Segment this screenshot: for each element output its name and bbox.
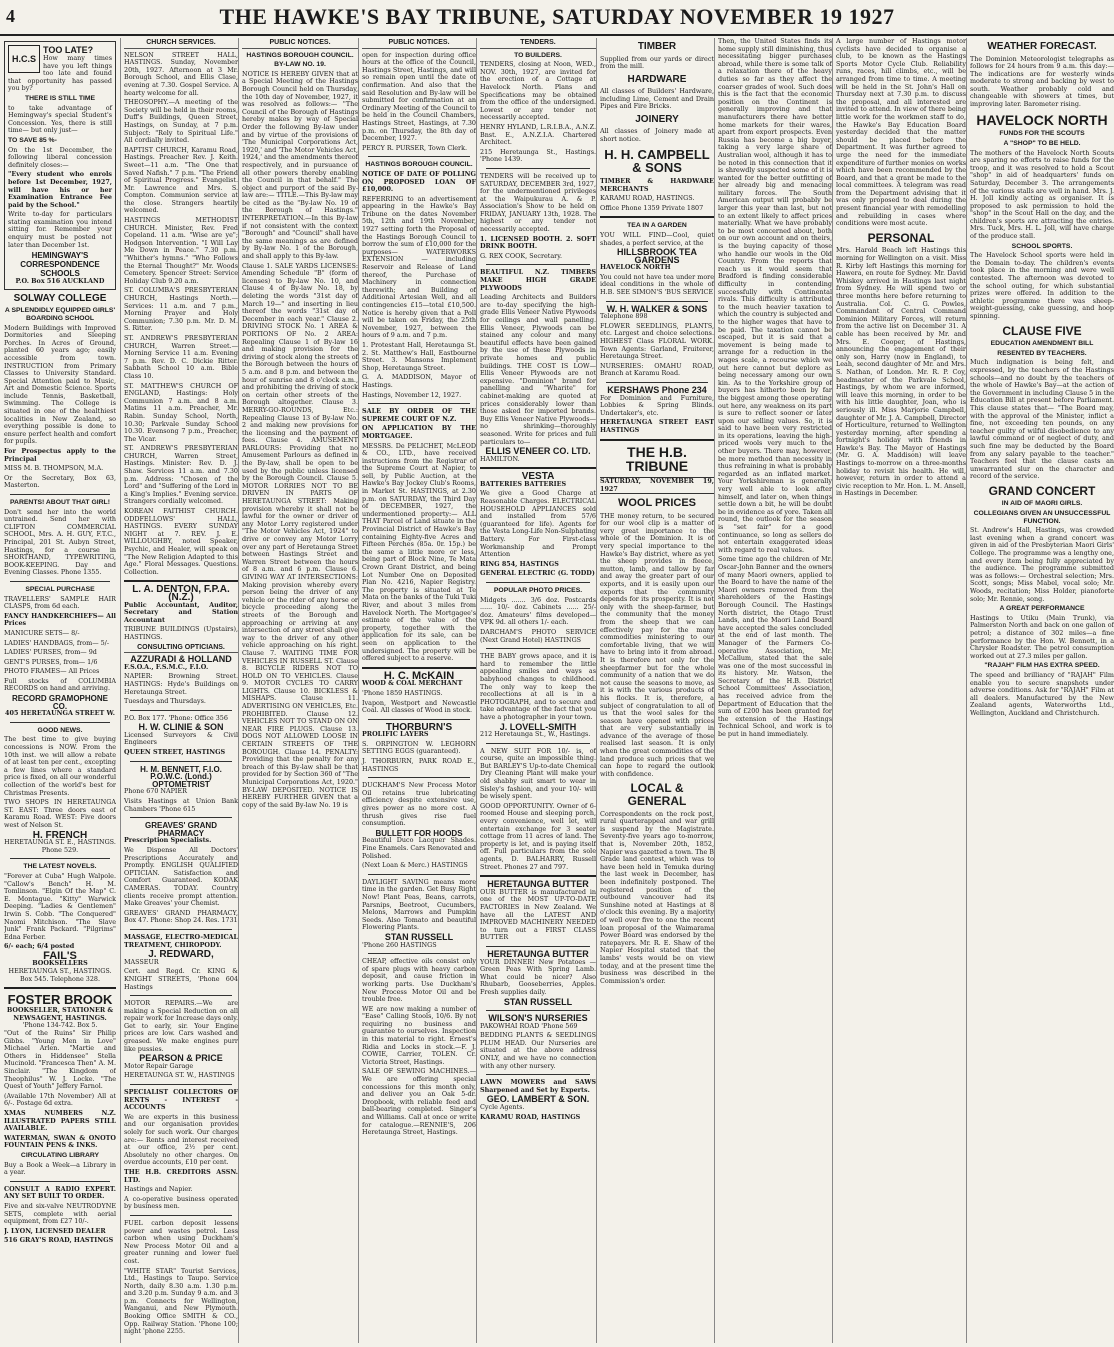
stan-russell-name: STAN RUSSELL bbox=[384, 931, 454, 942]
thorburn-address: J. THORBURN, PARK ROAD E., HASTINGS bbox=[362, 757, 476, 773]
enrol-body: "Every student who enrols before 1st December, 1927, will have his or her Examination Entrance Fee paid by the School." bbox=[8, 170, 112, 209]
page-number: 4 bbox=[6, 6, 15, 26]
divider bbox=[486, 168, 590, 169]
kain-body: Ivapon, Westport and Newcastle Coal. All classes of Wood in stock. bbox=[362, 698, 476, 715]
french-name: H. FRENCH bbox=[32, 829, 88, 841]
fails-address: HERETAUNGA ST., HASTINGS. Box 545. Telephone 328. bbox=[8, 967, 112, 983]
divider bbox=[10, 858, 110, 859]
tribune-date: SATURDAY, NOVEMBER 19, 1927 bbox=[600, 476, 714, 493]
fails-sub: BOOKSELLERS bbox=[32, 959, 88, 968]
fuel-body: FUEL carbon deposit lessens power and wastes petrol. Less carbon when using Duckham's New Process Motor Oil and a greater running and lower fuel cost. bbox=[124, 1218, 238, 1265]
purchase-sub: TRAVELLERS' SAMPLE HAIR CLASPS, from 6d each. bbox=[4, 594, 116, 611]
walker-phone: Telephone 898 bbox=[600, 312, 648, 321]
bullett-address: (Next Loan & Merc.) HASTINGS bbox=[362, 861, 468, 870]
school-sports-body: The Havelock School sports were held in the Domain to-day. The children's events took place in the morning and were well contested. The afternoon was devoted to the school outing, for which substantial prizes were offered. In addition to the athletic programme there was sheep-weight-guessing, cake guessing, and hoop spinning. bbox=[970, 251, 1114, 320]
wilson-name: WILSON'S NURSERIES bbox=[488, 1013, 588, 1024]
hcs-logo: H.C.S bbox=[8, 45, 40, 73]
masthead bbox=[0, 0, 1114, 36]
clinie-name: H. W. CLINIE & SON bbox=[138, 722, 224, 733]
builders-heading: TO BUILDERS. bbox=[514, 51, 562, 59]
redward-address: Cert. and Regd. Cr. KING & KNIGHT STREETS, 'Phone 604 Hastings bbox=[124, 967, 238, 991]
joinery-heading: JOINERY bbox=[635, 113, 679, 125]
divider bbox=[130, 1215, 232, 1216]
campbell-sub: TIMBER & HARDWARE MERCHANTS bbox=[600, 176, 714, 193]
solway-body: Modern Buildings with Improved Dormitories and Sleeping Porches. In Acres of Ground, planted 60 years ago; easily accessible from town. INSTRUCTION from Primary Classes to University Standard. Special Attention paid to Music, Art and Domestic Science. Sports include Tennis, Basketball, Swimming. The College is situated in one of the healthiest localities in New Zealand, so everything possible is done to ensure perfect health and comfort for pupils. bbox=[4, 323, 116, 446]
optician-names: AZZURADI & HOLLAND bbox=[130, 654, 232, 665]
waterman-line: WATERMAN, SWAN & ONOTO FOUNTAIN PENS & INKS. bbox=[4, 1133, 116, 1150]
column-8 bbox=[832, 38, 966, 1343]
solway-heading: SOLWAY COLLEGE bbox=[13, 292, 107, 304]
divider bbox=[368, 777, 470, 778]
record-address: 405 HERETAUNGA STREET W. bbox=[5, 709, 115, 718]
lambert-address: KARAMU ROAD, HASTINGS bbox=[480, 1112, 581, 1121]
bylaw-clauses: Clause 1. SALE YARDS LICENSES: Amending Schedule "B" (form of licenses) to By-law No. 10, and Clause 4 of By-law No. 18, by deleting the words "31st day of March 19—" and inserting in lieu thereof the words "31st day of December in each year." Clause 2. DRIVING STOCK No. 1 AREA & PORTIONS OF No. 2 AREA: Repealing Clause 1 of By-law 16 and making provision for the driving of stock along the streets of the Borough between the hours of 5 a.m. and 8 p.m. and between the hour of sunrise and 8 o'clock a.m., and prohibiting the driving of stock on certain other streets of the Borough altogether. Clause 3. MERRY-GO-ROUNDS, Etc.: Repealing Clause 13 of By-law No. 2 and making new provisions for the licensing and the payment of fees. Clause 4. AMUSEMENT PARLOURS: Providing that no Amusement Parlours as defined in the By-law, shall be open to be used by the public unless licensed by the Borough Council. Clause 5. MOTOR LORRIES NOT TO BE DRIVEN IN PARTS OF HERETAUNGA STREET: Making provision whereby it shall not be lawful for the owner or driver of any Motor Lorry registered under "The Motor Vehicles Act, 1924" to drive or convey any Motor Lorry over any part of Heretaunga Street between Hastings Street and Warren Street between the hours of 8 a.m. and 6 p.m. Clause 6. GIVING WAY AT INTERSECTIONS: Making provision whereby every person being the driver of any vehicle or the rider of any horse or bicycle proceeding along the streets of the Borough and approaching or arriving at any intersection of any street shall give way to the driver of any other vehicle approaching on his right. Clause 7. WAITING TIME FOR VEHICLES IN RUSSELL ST. Clause 8. BICYCLE RIDERS NOT TO HOLD ON TO VEHICLES. Clause 9. MOTOR CYCLES TO CARRY LIGHTS. Clause 10. BICKLESS & MISHAPS. Clause 11. ADVERTISING ON VEHICLES, Etc. PROHIBITED. Clause 12. VEHICLES NOT TO STAND ON ON NEAR FIRE PLUGS. Clause 13. DOGS NOT ALLOWED LOOSE IN CERTAIN STREETS OF THE BOROUGH. Clause 14. PENALTY: Providing that the penalty for any breach of this By-law shall be that provided for by Section 360 of "The Municipal Corporations Act, 1920." BY-LAW DEPOSITED. NOTICE IS HEREBY FURTHER GIVEN that a copy of the said By-law No. 19 is bbox=[242, 261, 358, 809]
divider bbox=[10, 722, 110, 723]
council-heading: HASTINGS BOROUGH COUNCIL. bbox=[365, 161, 473, 169]
ellis-name: ELLIS VENEER CO. LTD. bbox=[485, 446, 591, 457]
dinner-heading: HERETAUNGA BUTTER bbox=[487, 948, 589, 959]
save-body: On the 1st December, the following liberal concession definitely closes:— bbox=[8, 145, 112, 169]
church-notice: NELSON STREET HALL, HASTINGS. Sunday, November 20th, 1927. Afternoon at 3 Mr. Borough School, and Ellis Clase, evening at 7.30. Gospel Service. A hearty welcome for all. bbox=[124, 50, 238, 97]
bullett-name: BULLETT FOR HOODS bbox=[375, 828, 463, 838]
item-line: MANICURE SETS— 8/- bbox=[4, 628, 80, 637]
personal-body: Mrs. Harold Beach left Hastings this morning for Wellington on a visit. Miss R. Kirby left Hastings this morning for Hawera, en route for Sydney. Mr. David Whiskey arrived in Hastings last night from Sydney. He will spend two or three months here before returning to Australia. Col. C. G. Powles, Commandant of Central Command Dominion Military Forces, will return from the active list on December 31. A cable has been received by Mr. and Mrs. E. Cooper, of Hastings, announcing the engagement of their only son, Harry (now in England), to Leah, second daughter of Mr. and Mrs. S. Nathan, of London. Mr. R. P. Coy, headmaster of the Parkvale School, Hastings, by whom we are informed, will leave this morning, in order to be with his little daughter, Joan, who is seriously ill. Miss Marjorie Campbell, daughter of Mr. J. A. Campbell, Director of Horticulture, returned to Wellington yesterday morning, after spending a fortnight's holiday with friends in Hawke's Bay. The Mayor of Hastings (Mr. G. A. Maddison) will leave Hastings to-morrow on a three-months holiday to revisit his health. He will, however, return in order to attend a civic reception to Mr. Hon. L. M. Ansell, in Hastings in December. bbox=[836, 246, 966, 498]
opticians-heading: CONSULTING OPTICIANS. bbox=[124, 644, 238, 654]
divider bbox=[606, 382, 708, 383]
tenders-heading: TENDERS. bbox=[480, 39, 596, 49]
weather-heading: WEATHER FORECAST. bbox=[987, 41, 1097, 52]
novels-price: 6/- each; 6/4 posted bbox=[4, 942, 75, 951]
thorburn-body: S. ORPINGTON W. LEGHORN SETTING EGGS (guaranteed). bbox=[362, 739, 476, 756]
parents-body: Don't send her into the world untrained. Send her with CLIFTON COMMERCIAL SCHOOL, Mrs. A. H. GUY, F.T.C., Principal, 201 St. Aubyn Street, Hastings, for a course in SHORTHAND, TYPEWRITING, BOOK-KEEPING. Day and Evening Classes. Phone 1355. bbox=[4, 507, 116, 577]
general-electric-name: GENERAL ELECTRIC (G. TODD) bbox=[480, 569, 595, 578]
column-5 bbox=[476, 38, 596, 1343]
tea-body-2: You could not have tea under more ideal conditions in the whole of H.B. SEE SIMON'S 'BUS SERVICE bbox=[600, 272, 714, 297]
clinie-address: QUEEN STREET, HASTINGS bbox=[124, 748, 226, 757]
school-name: HEMINGWAY'S CORRESPONDENCE SCHOOLS bbox=[20, 251, 100, 279]
performance-heading: A GREAT PERFORMANCE bbox=[999, 605, 1085, 613]
save-heading: TO SAVE 85 %- bbox=[8, 136, 57, 144]
item-line: LADIES' PURSES, from— 9d bbox=[4, 648, 97, 657]
divider bbox=[362, 667, 476, 669]
butter-body: OUR BUTTER is manufactured in one of the MOST UP-TO-DATE FACTORIES in New Zealand. We have all the LATEST AND IMPROVED MACHINERY NEEDED to turn out a FIRST CLASS BUTTER bbox=[480, 887, 596, 942]
pearson-name: PEARSON & PRICE bbox=[139, 1053, 223, 1064]
divider bbox=[606, 301, 708, 302]
thorburn-sub: PROLIFIC LAYERS bbox=[362, 730, 429, 739]
photo-studio: DARCHAM'S PHOTO SERVICE (Next Grand Hotel) HASTINGS bbox=[480, 627, 596, 644]
kershaws-body: For Dominion and Furniture, Lobbies & Spring Blinds. Undertaker's, etc. bbox=[600, 393, 714, 417]
fails-name: FAIL'S bbox=[43, 949, 77, 962]
novels-heading: THE LATEST NOVELS. bbox=[23, 863, 97, 871]
mortgagee-body: MESSRS. De PELICHET, McLEOD & CO., LTD., have received instructions from the Registrar of the Supreme Court at Napier, to sell, by Public Auction, at the Hawke's Bay Jockey Club's Rooms, in Market St. HASTINGS, at 2.30 p.m. on SATURDAY, the Third Day of DECEMBER, 1927, the undermentioned property:— ALL THAT Parcel of Land situate in the Provincial District of Hawke's Bay containing Eighty-five Acres and Fifteen Perches (85a. 0r. 15p.) be the same a little more or less, being part of Block Nine, Te Mata Crown Grant District, and being Lot Number One on Deposited Plan No. 4216, Napier Registry. The property is situated at Te Mata on the banks of the Tuki Tuki River, and about 3 miles from Havelock North. The Mortgagee's estimate of the value of the property, together with the application for its sale, can be seen on application to the undersigned. The property will be offered subject to a reserve. bbox=[362, 441, 476, 663]
novels-body: "Forever at Cuba" Hugh Walpole. "Callow's Bench" H. M. Tomlinson. "Elgin Of the Map" C. E. Montague. "Kitty" Warwick Deeping. "Ladies & Gentlemen" Irwin S. Cobb. "The Conquered" Naomi Mitchison. "The Slave Junk" Frank Packard. "Pilgrims" Edna Ferber. bbox=[4, 871, 116, 941]
builders-body: TENDERS, closing at Noon, WED., NOV. 30th, 1927, are invited for the erection of a Cottage at Havelock North. Plans and Specifications may be obtained from the office of the undersigned. Lowest or any tender not necessarily accepted. bbox=[480, 60, 596, 122]
divider bbox=[486, 582, 590, 583]
rajah-heading: "RAJAH" FILM HAS EXTRA SPEED. bbox=[984, 662, 1100, 670]
church-notice: THEOSOPHY.—A meeting of the Society will be held in their rooms, Duff's Buildings, Queen Street, Hastings, on Sunday, at 7 p.m. Subject: "Rely to Spiritual Life." All cordially invited. bbox=[124, 98, 238, 145]
column-2 bbox=[120, 38, 238, 1343]
havelock-heading: HAVELOCK NORTH bbox=[976, 111, 1108, 128]
greaves-address: GREAVES' GRAND PHARMACY, Box 47. Phone: Shop 24. Res. 1731 bbox=[124, 908, 238, 925]
walker-body: FLOWER SEEDLINGS, PLANTS, etc. Largest and choice selections. HIGHEST Class FLORAL WORK. Town Agents: Garland, Fruiterer, Heretaunga Street. bbox=[600, 321, 714, 361]
church-services-heading: CHURCH SERVICES. bbox=[124, 39, 238, 49]
divider bbox=[486, 1074, 590, 1075]
resented-heading: RESENTED BY TEACHERS. bbox=[997, 349, 1087, 357]
church-notice: KOREAN FAITHIST CHURCH. ODDFELLOWS' HALL, HASTINGS. EVERY SUNDAY NIGHT at 7. REV. J. E. WILLOUGHBY, noted Speaker, Psychic, and Healer, will speak on "The New Religion Adapted to this Age." Floral Messages. Questions. Collection. bbox=[124, 507, 238, 576]
creditors-address: Hastings and Napier. bbox=[124, 1185, 193, 1194]
divider bbox=[486, 648, 590, 649]
bennett-phone: Phone 670 NAPIER bbox=[124, 787, 187, 796]
vesta-ring: RING 854, HASTINGS bbox=[480, 559, 559, 568]
item-line: GENT'S PURSES, from— 1/6 bbox=[4, 657, 98, 666]
still-time-heading: THERE IS STILL TIME bbox=[24, 94, 96, 102]
chairs-body: WE are now making a number of "Ease" Calling Stools, 10/6. By not requiring no business and guarantee to ourselves. Inspection in this material to right. Ernest's Ridia and Locks in stock.—F. J. COWIE, Carrier, TOLEN. Cr. Victoria Street, Hastings. bbox=[362, 1004, 476, 1066]
foster-sub: BOOKSELLER, STATIONER & NEWSAGENT, HASTINGS. bbox=[6, 1006, 114, 1022]
divider bbox=[486, 946, 590, 947]
too-late-heading: TOO LATE? bbox=[43, 45, 94, 55]
rajah-body: The speed and brilliancy of "RAJAH" Film enable you to secure snapshots under adverse conditions. Ask for "RAJAH" Film at all dealers. Manufactured by the New Zealand agents, Waterworths Ltd., Wellington, Auckland and Christchurch. bbox=[970, 670, 1114, 717]
denton-name: L. A. DENTON, F.P.A. (N.Z.) bbox=[132, 584, 230, 603]
divider bbox=[480, 467, 596, 469]
divider bbox=[368, 156, 470, 157]
sewing-body: SALE OF SEWING MACHINES.—We are offering special concessions for this month only, and deliver you an Oak 5-dr. Dropbook, with reliable feed and ball-bearing completed. Singer's and Williams. Call at once or write for catalogue.—RENNIE'S, 206 Heretaunga Street, Hastings. bbox=[362, 1067, 476, 1137]
divider bbox=[368, 719, 470, 720]
tribune-heading: THE H.B. TRIBUNE bbox=[625, 443, 689, 475]
column-4 bbox=[358, 38, 476, 1343]
xmas-line: XMAS NUMBERS N.Z. ILLUSTRATED PAPERS STILL AVAILABLE. bbox=[4, 1108, 116, 1133]
divider bbox=[486, 264, 590, 265]
good-news-body: The best time to give buying concessions is NOW. From the 10th inst. we will allow a rebate of at least ten per cent., excepting a few lines where a standard price is fixed, on all our wonderful collection of the world's best for Christmas Presents. bbox=[4, 735, 116, 797]
wilson-body: BEDDING PLANTS & SEEDLINGS PLUM HEAD. Our Nurseries are situated at the above address ONLY, and we have no connection with any other nursery. bbox=[480, 1031, 596, 1070]
clause-five-body: Much indignation is being felt, and expressed, by the teachers of the Hastings schools—and no doubt by the teachers of the whole of Hawke's Bay—at the action of the Government in including Clause 5 in the Education Bill at present before Parliament. This clause states that— "The Board may, with the approval of the Minister, inflict a fine, not exceeding ten pounds, on any teacher guilty of wilful disobedience to any lawful command or of neglect of duty, and such fine may be deducted by the Board from any salary payable to the teacher." Teachers feel that the clause casts an unwarranted slur on the character and record of the service. bbox=[970, 358, 1114, 481]
cook-signature: G. REX COOK, Secretary. bbox=[480, 251, 563, 260]
bullett-body: Beautiful Duco Lacquer Shades. Fine Enamels. Cars Renovated and Polished. bbox=[362, 836, 476, 860]
maddison-date: Hastings, November 12, 1927. bbox=[362, 390, 462, 399]
divider bbox=[486, 743, 590, 744]
massage-heading: MASSAGE, ELECTRO-MEDICAL TREATMENT, CHIROPODY. bbox=[124, 932, 238, 949]
bennett-name: H. M. BENNETT, F.I.O. P.O.W.C. (Lond.) OPTOMETRIST bbox=[140, 764, 222, 789]
foster-price: (Available 17th November) All at 6/-. Postage 6d extra. bbox=[4, 1091, 116, 1108]
tenders-items: 1. LICENSED BOOTH. 2. SOFT DRINK BOOTH. bbox=[480, 234, 596, 251]
divider bbox=[368, 874, 470, 875]
tea-gardens-name: HILLSBROOK TEA GARDENS bbox=[617, 247, 697, 265]
walker-name: W. H. WALKER & SONS bbox=[606, 303, 708, 314]
divider bbox=[4, 987, 116, 989]
purchase-heading: SPECIAL PURCHASE bbox=[25, 585, 95, 593]
school-address: P.O. Box 516 AUCKLAND bbox=[15, 277, 105, 286]
walker-nursery: NURSERIES: OMAHU ROAD, Branch at Karamu Road. bbox=[600, 361, 714, 378]
greaves-body: We Dispense All Doctors' Prescriptions Accurately and Promptly. ENGLISH QUALIFIED OPTICIAN. Satisfaction and Comfort Guaranteed. KODAK CAMERAS. TODAY. Country clients receive prompt attention. Make Greaves' your Chemist. bbox=[124, 846, 238, 908]
columbia-body: Full stocks of COLUMBIA RECORDS on hand and arriving. bbox=[4, 676, 116, 693]
kain-name: H. C. McKAIN bbox=[383, 669, 455, 682]
collectors-body: We are experts in this business and our organisation provides solely for such work. Our charges are:— Rents and interest received at our office, 2½ per cent. Absolutely no other charges. On overdue accounts, £10 per cent. bbox=[124, 1112, 238, 1167]
collegians-heading: COLLEGIANS GIVEN AN UNSUCCESSFUL FUNCTION. bbox=[973, 510, 1111, 525]
greaves-name: GREAVES' GRAND PHARMACY bbox=[145, 821, 217, 838]
foster-name: FOSTER BROOK bbox=[7, 992, 113, 1008]
tea-heading: TEA IN A GARDEN bbox=[627, 222, 687, 230]
white-star-body: "WHITE STAR" Tourist Services, Ltd., Hastings to Taupo. Service North, daily 8.30 a.m. 1.30 p.m. and 3.20 p.m. Sunday 9 a.m. and 3 p.m. Connects for Wellington, Wanganui, and New Plymouth. Booking Office SMITH & CO., Opp. Railway Station. 'Phone 100; night 'phone 2255. bbox=[124, 1266, 238, 1336]
bennett-visits: Visits Hastings at Union Bank Chambers 'Phone 615 bbox=[124, 797, 238, 813]
campbell-phone: Office Phone 1359 Private 1807 bbox=[600, 203, 704, 212]
school-sports-heading: SCHOOL SPORTS. bbox=[1011, 242, 1073, 250]
grand-concert-sub: IN AID OF MAORI GIRLS. bbox=[1001, 500, 1083, 508]
lambert-sub: Cycle Agents. bbox=[480, 1103, 525, 1112]
dinner-body: YOUR DINNER! New Potatoes — Green Peas With Spring Lamb. What could be nicer? Also Rhubarb, Gooseberries, Apples. Fresh supplies daily. bbox=[480, 957, 596, 996]
column-1 bbox=[4, 38, 116, 1343]
pearson-sub: Motor Repair Garage bbox=[124, 1061, 194, 1070]
sale-heading: SALE BY ORDER OF THE SUPREME COURT OF N.Z. bbox=[362, 407, 476, 423]
local-general-body: Correspondents on the rock post, rural quarterappeal and war grill is suspend by the Magistrate. Seventy-five years ago to-morrow, that is, November 20th, 1852, Napier was gazetted a town. The B Grade land contest, which was to have been held in Temuka during the last week in December, has been indefinitely postponed. The registered position of the outbound vancouver had its Sunshine noted at Hastings at 8 o'clock this evening. By a majority of well over five to one the recent loan proposal of the Waimarama Power Board was endorsed by the ratepayers. Mr. R. E. Shaw of the Napier Hospital stated that the lambs' vests would be on view today, and at the present time the business was described in the Commission's order. bbox=[600, 809, 714, 985]
church-notice: ST. ANDREW'S PRESBYTERIAN CHURCH, Warren Street, Hastings. Minister: Rev. D. J. Shaw. Services 11 a.m. and 7.30 p.m. Address: "Chosen of the Lord" and "Suffering of the Lord in a King's Implies." Evening service. Strangers cordially welcomed. bbox=[124, 444, 238, 506]
duckham-body: DUCKHAM'S New Process Motor Oil retains true lubricating efficiency despite extensive use, gives power as no more cost. A thrush gives rise fuel consumption. bbox=[362, 781, 476, 828]
church-notice: ST. ANDREW'S PRESBYTERIAN CHURCH, Warren Street.—Morning Service 11 a.m. Evening 7 p.m. Rev. D. C. Dickie Ritter. Sabbath School 10 a.m. Bible Class 10. bbox=[124, 333, 238, 380]
ellis-address: HAMILTON. bbox=[480, 454, 520, 463]
newspaper-title: THE HAWKE'S BAY TRIBUNE, SATURDAY NOVEMBER 19 1927 bbox=[219, 4, 895, 29]
wool-prices-body: THE money return, to be secured for our wool clip is a matter of very great importance to the whole of the Dominion. It is of very special importance to the Hawke's Bay district, where as yet the sheep provides in fleece, mutton, lamb, and tallow by far and away the greater part of our exports, and it is easily upon our exports that the community depends for its prosperity. It is not only with the sheep-farmer, but the community that the money from the sheep that we can effectively pay for the many commodities ministering to our comfortable living, that we will have to bring into it from abroad. It is therefore not only for the sheepfarmer but for the whole community of a nation that we do not cause the seasons to move, as it is with the various products of his flocks. It is, therefore, a subject of congratulation to all of us that the wool sales for the season have opened with prices that are very substantially in advance of the average of those realised last season. It is only when the great commodities of the land produce such prices that we can hope to regard the outlook with confidence. bbox=[600, 511, 714, 778]
campbell-address: KARAMU ROAD, HASTINGS. bbox=[600, 194, 695, 203]
church-notice: HASTINGS METHODIST CHURCH. Minister, Rev. Fred Copeland. 11 a.m. "Wise are ye"; Hodgson Intervention. "I Will Lay Me Down in Peace." 7.30 p.m. "Whither's hymns." "Who Follows the Eternal Thought?" Mr. Woods Cemetery. Spencer Street: Service Holiday Club 9.20 a.m. bbox=[124, 216, 238, 285]
stan-russell-name: STAN RUSSELL bbox=[503, 996, 573, 1007]
too-late-body: How many times have you left things too late and found that opportunity has passed you by? bbox=[8, 54, 112, 93]
clinie-sub: Licensed Surveyors & Civil Engineers bbox=[124, 730, 238, 747]
divider bbox=[600, 439, 714, 441]
radio-body: Five and six-valve NEUTRODYNE SETS, complete with aerial equipment, from £27 10/-. bbox=[4, 1201, 116, 1226]
divider bbox=[130, 817, 232, 818]
motor-body: MOTOR REPAIRS.—We are making a Special Reduction on all repair work for Increase days only. Get to early, sir. Your Engine prices are low. Cars washed and greased. We make engines purr like pussies. bbox=[124, 999, 238, 1053]
batteries-line: BATTERIES BATTERIES bbox=[480, 479, 567, 488]
column-7 bbox=[714, 38, 832, 1343]
two-shops: TWO SHOPS IN HERETAUNGA ST. EAST: Three doors east of Karamu Road. WEST: Five doors west of Nelson St. bbox=[4, 798, 116, 829]
divider bbox=[10, 494, 110, 495]
photo-prices: Midgets ....... 3/6 doz. Postcards ...... 10/- doz. Cabinets ...... 25/- doz. Amateurs' films developed—VPK 9d. all others 1/- each. bbox=[480, 595, 596, 627]
lovell-address: 212 Heretaunga St., W., Hastings. bbox=[480, 730, 591, 739]
havelock-sub: FUNDS FOR THE SCOUTS bbox=[999, 130, 1085, 138]
pearson-address: HERETAUNGA ST. W., HASTINGS bbox=[124, 1071, 235, 1080]
poll-heading: NOTICE OF DATE OF POLLING ON PROPOSED LOAN OF £10,000. bbox=[362, 169, 476, 194]
architect-address: 215 Heretaunga St., Hastings. 'Phone 1439. bbox=[480, 147, 596, 164]
butter-heading: HERETAUNGA BUTTER bbox=[487, 879, 589, 890]
divider bbox=[124, 580, 238, 582]
architect-name: HENRY HYLAND, L.R.I.B.A., A.N.Z. Bnst. E., A.N.Z.I.A. Chartered Architect. bbox=[480, 122, 596, 147]
divider bbox=[130, 761, 232, 762]
lyon-line: J. LYON, LICENSED DEALER bbox=[4, 1226, 106, 1235]
divider bbox=[130, 710, 232, 711]
foster-phone: 'Phone 134-742. Box 5. bbox=[22, 1021, 98, 1030]
library-heading: CIRCULATING LIBRARY bbox=[20, 1151, 100, 1159]
public-notices-heading: PUBLIC NOTICES. bbox=[362, 39, 476, 49]
collectors-heading: SPECIALIST COLLECTORS OF RENTS - INTEREST - ACCOUNTS bbox=[124, 1088, 238, 1112]
shop-heading: A "SHOP" TO BE HELD. bbox=[1003, 139, 1081, 147]
redward-sub: MASSEUR bbox=[124, 957, 159, 966]
item-line: LADIES' HANDBAGS, from— 5/- bbox=[4, 638, 109, 647]
hardware-heading: HARDWARE bbox=[627, 73, 687, 85]
divider bbox=[486, 1010, 590, 1011]
baby-body: THE BABY grows apace, and it is hard to remember the little appealing smiles and ways as babyhood changes to childhood. The only way to keep the recollections at all is in a PHOTOGRAPH, and to secure and take advantage of the fact that you have a photographer in your town. bbox=[480, 652, 596, 721]
divider bbox=[10, 581, 110, 582]
council-heading: HASTINGS BOROUGH COUNCIL. bbox=[246, 51, 354, 59]
optician-quals: F.S.O.A., F.S.M.C., F.I.O. bbox=[124, 662, 209, 671]
column-9 bbox=[966, 38, 1114, 1343]
public-notices-heading: PUBLIC NOTICES. bbox=[242, 39, 358, 49]
grand-concert-heading: GRAND CONCERT bbox=[988, 483, 1096, 498]
divider bbox=[368, 953, 470, 954]
optician-address: NAPIER: Browning Street. HASTINGS: Hyde's Buildings on Heretaunga Street. bbox=[124, 672, 238, 696]
grand-concert-body: St. Andrew's Hall, Hastings, was crowded last evening when a grand concert was given in aid of the Presbyterian Maori Girls' College. The programme was a lengthy one, and every item being fully appreciated by the audience. The programme submitted was as follows:— Orchestral selection; Mrs. Scott, songs; Miss Mabel, vocal solo; Mr. Woods, recitation; Miss Holder, pianoforte solo; Mr. Rennie, song. bbox=[970, 526, 1114, 603]
french-address: HERETAUNGA ST. E., HASTINGS. Phone 529. bbox=[4, 838, 116, 854]
divider bbox=[130, 929, 232, 930]
fancy-heading: FANCY HANDKERCHIEFS— All Prices bbox=[4, 611, 116, 628]
library-body: Buy a Book a Week—a Library in a year. bbox=[4, 1160, 116, 1177]
good-opportunity-body: GOOD OPPORTUNITY. Owner of 6-roomed House and sleeping porch, every convenience, well let, will entertain exchange for 3 seater cottage from 11 acres of land. The property is let, and is paying itself off. Full particulars from the sole agents, D. BALHARRY, Russell Street. Phones 27 and 797. bbox=[480, 801, 596, 871]
vesta-heading: VESTA bbox=[521, 471, 555, 483]
havelock-body: The mothers of the Havelock North Scouts are sparing no efforts to raise funds for the troop, and it was resolved to hold a Scout "shop" in aid of headquarters' funds on Saturday, December 3. The arrangements of the various stalls are well in hand. Mrs. J. H. Joll kindly acting as organiser. It is proposed to ask permission to hold the "shop" in the Scout Hall on the day, and the children's sports are attracting the entries. Mrs. Tuck, Mrs. H. L. Joll, will have charge of the produce stall. bbox=[970, 148, 1114, 241]
divider bbox=[10, 1181, 110, 1182]
foster-books: "Out of the Ruins" Sir Philip Gibbs. "Young Men in Love" Michael Arlen. "Martie and Others in Hiddensee" Stella Mucinold. "Francesca Then" A. M. Sinclair. "The Kingdom of Theophilus" W. J. Locke. "The Quest of Youth" Jeffery Farnol. bbox=[4, 1029, 116, 1091]
suit-body: A NEW SUIT FOR 10/- is, of course, quite an impossible thing. But BARLEY'S Up-to-date Chemical Dry Cleaning Plant will make your old shabby suit smart to wear in Sisley's fashion, and your 10/- will be wisely spent. bbox=[480, 746, 596, 801]
cheap-body: CHEAP, effective oils consist only of spare plugs with heavy carbon deposit, and cause friction in working parts. Use Duckham's New Process Motor Oil and be trouble free. bbox=[362, 957, 476, 1004]
clause-five-heading: CLAUSE FIVE bbox=[1002, 323, 1082, 338]
divider bbox=[130, 1084, 232, 1085]
local-continued: A large number of Hastings motor cyclists have decided to organise a club, to be known as the Hastings Sports Motor Cycle Club. Reliability runs, races, hill climbs, etc., will be arranged from time to time. A meeting will be held in the St. John's Hall on Thursday next at 7.30 p.m. to discuss the proposal, and all interested are invited to attend. In view of there being little work for the workmen staff to do, the Hawke's Bay Education Board yesterday decided that the matter should be placed before the Department. It was further agreed to urge the need for the immediate expenditure of further monies on works which have been recommended by the Board, and that a grant be made to the local committees. A telegram was read from the Department advising that it was only proposed to deal during the present financial year with remodelling and rebuilding in cases where conditions were most acute. bbox=[836, 38, 966, 228]
daylight-body: DAYLIGHT SAVING means more time in the garden. Get Busy Right Now! Plant Peas, Beans, carrots, Parsnips, Beetroot, Cucumbers, Melons, Marrows and Pumpkin Seeds. Also Tomato and beautiful Flowering Plants. bbox=[362, 877, 476, 932]
stan-russell-phone: 'Phone 260 HASTINGS bbox=[362, 940, 437, 949]
timber-heading: TIMBER bbox=[637, 41, 677, 52]
column-3 bbox=[238, 38, 358, 1343]
church-notice: ST. MATTHEW'S CHURCH OF ENGLAND, Hastings: Holy Communion 7 a.m. and 8 a.m. Matins 11 a.m. Preacher, Mr. Rabin. Sunday School, North, 10.30; Parkvale Sunday School 10.30. Evensong 7 p.m., Preacher, The Vicar. bbox=[124, 381, 238, 443]
still-time-body: to take advantage of Hemingway's special Student's Concession. Yes, there is still time— but only just— bbox=[8, 103, 112, 135]
solway-prospectus: For Prospectus apply to the Principal bbox=[4, 447, 116, 463]
tea-sub: HAVELOCK NORTH bbox=[600, 263, 671, 272]
kershaws-address: HERETAUNGA STREET EAST HASTINGS bbox=[600, 418, 714, 434]
lyon-address: 516 GRAY'S ROAD, HASTINGS bbox=[4, 1236, 114, 1245]
divider bbox=[368, 403, 470, 404]
denton-sub: Public Accountant, Auditor, Secretary and Station Accountant bbox=[124, 600, 238, 624]
solway-secretary: Or the Secretary, Box 63, Masterton. bbox=[4, 473, 116, 490]
clinie-box: P.O. Box 177. 'Phone: Office 356 bbox=[124, 713, 228, 722]
solway-principal: MISS M. B. THOMPSON, M.A. bbox=[4, 464, 104, 473]
redward-name: J. REDWARD, bbox=[148, 949, 214, 961]
creditors-body: A co-operative business operated by business men. bbox=[124, 1194, 238, 1211]
hemingway-ad bbox=[4, 41, 116, 290]
personal-heading: PERSONAL bbox=[867, 230, 935, 245]
mortgagee-heading: ON APPLICATION BY THE MORTGAGEE. bbox=[362, 424, 476, 440]
church-notice: BAPTIST CHURCH, Karamu Road, Hastings. Preacher Rev. J. Keith. Sweet—11 a.m. "The One that Saved Nafish." 7 p.m. "The Friend of Spiritual Progress." Evangelist. Mr. Lawrence and Mrs. S. Compton. Communion service at the close. Strangers heartily welcomed. bbox=[124, 145, 238, 215]
divider bbox=[130, 995, 232, 996]
column-6 bbox=[596, 38, 714, 1343]
item-line: PHOTO FRAMES— All Prices bbox=[4, 667, 100, 676]
local-general-continued: Some time ago the children of Mr. Oscar-John Banner and the owners of many Maori owners, applied to the Board to have the name of the Maori owners removed from the shareholders of the Hastings Borough Council. The Hastings North district, the Otago Trust Lands, and the Maori Land Board have accepted the sales concluded at the end of last month. The Manager of the Farmers Co-operative Association, Mr. McCallum, stated that the sale was one of the most successful in its history. Mr. Watson, the Secretary of the H.B. District School Committees' Association, has received advice from the Department of Education that the sum of £200 has been granted for the extension of the Hastings Technical School, and work is to be put in hand immediately. bbox=[718, 555, 832, 739]
kershaws-name: KERSHAWS Phone 234 bbox=[607, 385, 707, 395]
church-notice: ST. COLUMBA'S PRESBYTERIAN CHURCH, Hastings North.—Services: 11 a.m. and 7 p.m., Morning Prayer and Holy Communion; 7.30 p.m. Mr. D. M. S. Ritter. bbox=[124, 286, 238, 333]
divider bbox=[480, 875, 596, 877]
hardware-body: All classes of Builders' Hardware, including Lime, Cement and Drain Pipes and Fire Bricks. bbox=[600, 87, 714, 111]
poll-places: 1. Protestant Hall, Heretaunga St. 2. St. Matthew's Hall, Eastbourne Street. 3. Mansons Implement Shop, Heretaunga Street. bbox=[362, 340, 476, 372]
divider bbox=[600, 216, 714, 218]
local-general-heading: LOCAL & GENERAL bbox=[627, 781, 687, 809]
tenders-body: TENDERS will be received up to SATURDAY, DECEMBER 3rd, 1927, for the undermentioned privileges at the Waipukurau A. & P. Association's Show to be held on FRIDAY, JANUARY 13th, 1928. The highest or any tender not necessarily accepted. bbox=[480, 171, 596, 234]
radio-line: CONSULT A RADIO EXPERT. ANY SET BUILT TO ORDER. bbox=[4, 1184, 116, 1201]
performance-body: Hastings to Utiku (Main Trunk), via Palmerston North and back on one gallon of petrol; a distance of 302 miles—a fine performance by the Hon. W. Bennett, in a Chrysler Roadster. The petrol consumption worked out at 27.3 miles per gallon. bbox=[970, 613, 1114, 660]
purser-signature: PERCY R. PURSER, Town Clerk. bbox=[362, 143, 467, 152]
bylaw-heading: BY-LAW NO. 19. bbox=[274, 61, 326, 69]
optician-days: Tuesdays and Thursdays. bbox=[124, 697, 206, 706]
bylaw-body: NOTICE IS HEREBY GIVEN that at a Special Meeting of the Hastings Borough Council held on Thursday, the 10th day of November, 1927, it was resolved as follows:— "The Council of the Borough of Hastings hereby makes by way of Special Order the following By-law under and by virtue of the provisions of 'The Municipal Corporations Act, 1920,' and 'The Motor Vehicles Act, 1924,' and the amendments thereof respectively, and in pursuance of all other powers thereby enabling the Council in that behalf." The object and purport of the said By-law are:— TITLE.—This By-law may be cited as the "By-law No. 19 of the Borough of Hastings." INTERPRETATION.—In this By-law if not consistent with the context "Borough" and "Council" shall have the same meanings as are defined by By-law No. 1 of the Borough, and shall apply to this By-law. bbox=[242, 69, 358, 261]
poll-body: REFERRING to an advertisement appearing in the Hawke's Bay Tribune on the dates November 5th, 12th and 19th November, 1927 setting forth the Proposal of the Hastings Borough Council to borrow the sum of £10,000 for the purposes— WATERWORKS EXTENSION — including Reservoir and Release of Land thereof, the Purchase of Machinery in connection therewith; and Building of Additional Artesian Well, and all contingencies £15—total £10,500. Notice is hereby given that a Poll will be taken on Friday, the 25th November, 1927, between the hours of 9 a.m. and 7 p.m. bbox=[362, 194, 476, 340]
lambert-name: GEO. LAMBERT & SON. bbox=[486, 1094, 590, 1105]
kain-phone: 'Phone 1859 HASTINGS. bbox=[362, 688, 443, 697]
mowers-body: LAWN MOWERS and SAWS Sharpened and Set by Experts. bbox=[480, 1078, 596, 1094]
joinery-body: All classes of Joinery made at short notice. bbox=[600, 127, 714, 144]
parents-heading: PARENTS! ABOUT THAT GIRL! bbox=[10, 499, 110, 506]
tea-body: YOU WILL FIND—Cool, quiet shades, a perfect service, at the bbox=[600, 230, 714, 247]
photo-heading: POPULAR PHOTO PRICES. bbox=[493, 587, 583, 594]
lovell-name: J. LOVELL-SMITH bbox=[499, 721, 577, 732]
denton-address: TRIBUNE BUILDINGS (Upstairs), HASTINGS. bbox=[124, 625, 238, 641]
wilson-address: PAKOWHAI ROAD 'Phone 569 bbox=[480, 1021, 578, 1030]
maddison-signature: G. A. MADDISON, Mayor of Hastings. bbox=[362, 373, 476, 389]
greaves-sub: Prescription Specialists. bbox=[124, 836, 212, 845]
plywood-heading: BEAUTIFUL N.Z. TIMBERS MAKE HIGH GRADE PLYWOODS bbox=[480, 268, 596, 292]
wool-prices-heading: WOOL PRICES bbox=[617, 497, 697, 510]
good-news-heading: GOOD NEWS. bbox=[37, 726, 83, 734]
creditors-name: THE H.B. CREDITORS ASSN. LTD. bbox=[124, 1167, 238, 1184]
kain-sub: WOOD & COAL MERCHANT bbox=[362, 679, 463, 688]
solway-sub: A SPLENDIDLY EQUIPPED GIRLS' BOARDING SCHOOL bbox=[4, 307, 116, 322]
plywood-body: Leading Architects and Builders are to-day specifying the high-grade Ellis Veneer Native Plywoods for ceilings and wall panelling. Ellis Veneer, Plywoods can be stained any colour and many beautiful effects have been gained by the use of these Plywoods in private homes and public buildings. THE COST IS LOW—Ellis Veneer Plywoods are not expensive. "Dominion" brand for panelling and "Wharite" for cabinet-making are quoted at prices considerably lower than those asked for imported brands. Buy Ellis Veneer Native Plywoods—no shrinking—thoroughly seasoned. Write for prices and full particulars to— bbox=[480, 293, 596, 446]
record-name: RECORD GRAMOPHONE CO. bbox=[11, 694, 108, 711]
weather-body: The Dominion Meteorologist telegraphs as follows for 24 hours from 9 a.m. this day:— The indications are for westerly winds moderate to strong and backing by west to south. Weather probably cold and changeable with showers at times, but improving later. Barometer rising. bbox=[970, 54, 1114, 109]
wool-prices-continued: Then, the United States finds its home supply still diminishing, thus necessitating bigger purchases abroad, while there is some talk of a relaxation there of the heavy duties so far as they affect the coarser grades of wool. Such does this is the fact that the economic position on the Continent is generally improving and that manufacturers there have better home markets for their wares, apart from export prospects. Even Russia has become a big buyer, taking a very large share of Australian wool, although it has to be noted in this connection that it is shrewdly suspected some of it is wanted for the better outfitting of her already big and menacing military forces. The South American output will probably be larger this year than last, but not to an extent likely to affect prices materially. What we have probably to be most concerned about, both on our own account and on theirs, is the buying capacity of those who handle our wools in the Old Country. From the reports that reach us it would seem that Bradford is finding considerable difficulty in contending successfully with Continental rivals. This difficulty is attributed to the much heavier taxation to which the country is subjected and to the higher wages that have to be paid. The taxation cannot be escaped, but it is said that a movement is being made to arrange for a reduction in the wages scale, a recourse which we out here cannot but deplore as being necessary among our own kin. As to the Yorkshire group of buyers has hitherto been by far the biggest among those operating out here, any weakness on its part is sure to reflect sooner or later upon our selling values. So, it is said to have been very restricted in its operations, leaving the high-priced wools very much to the other buyers. There may, however, be more method than necessity in thus refraining in what is probably regarded as an inflated market. Your Yorkshireman is generally very well able to look after himself, and later on, when things settle down a bit, he will be doubt be in evidence as of yore. Taken all round, the outlook for the season is "set fair" for a good continuance, so long as sellers do not entertain exaggerated ideas with regard to real values. bbox=[718, 38, 832, 554]
campbell-name: H. H. CAMPBELL & SONS bbox=[604, 146, 710, 176]
clause-five-sub: EDUCATION AMENDMENT BILL bbox=[990, 340, 1094, 348]
write-body: Write to-day for particulars stating examination you intend sitting for. Remember your enquiry must be posted not later than December 1st. bbox=[8, 210, 112, 249]
vesta-body: We give a Good Charge at Reasonable Charges. ELECTRICAL HOUSEHOLD APPLIANCES sold and installed from 57/6 (guaranteed for life). Agents for the Vesta Long-Life Non-Sulphating Battery. For First-class Workmanship and Prompt Attention bbox=[480, 489, 596, 559]
thorburn-name: THORBURN'S bbox=[385, 721, 453, 733]
bylaw-open-body: open for inspection during office hours at the office of the Council, Hastings Street, Hastings, and will so remain open until the date of confirmation. And also that the said Resolution and By-law will be submitted for confirmation at an Ordinary Meeting of the Council to be held in the Council Chambers, Hastings Street, Hastings, at 7.30 p.m. on Thursday, the 8th day of December, 1927. bbox=[362, 50, 476, 143]
timber-body: Supplied from our yards or direct from the mill. bbox=[600, 54, 714, 71]
